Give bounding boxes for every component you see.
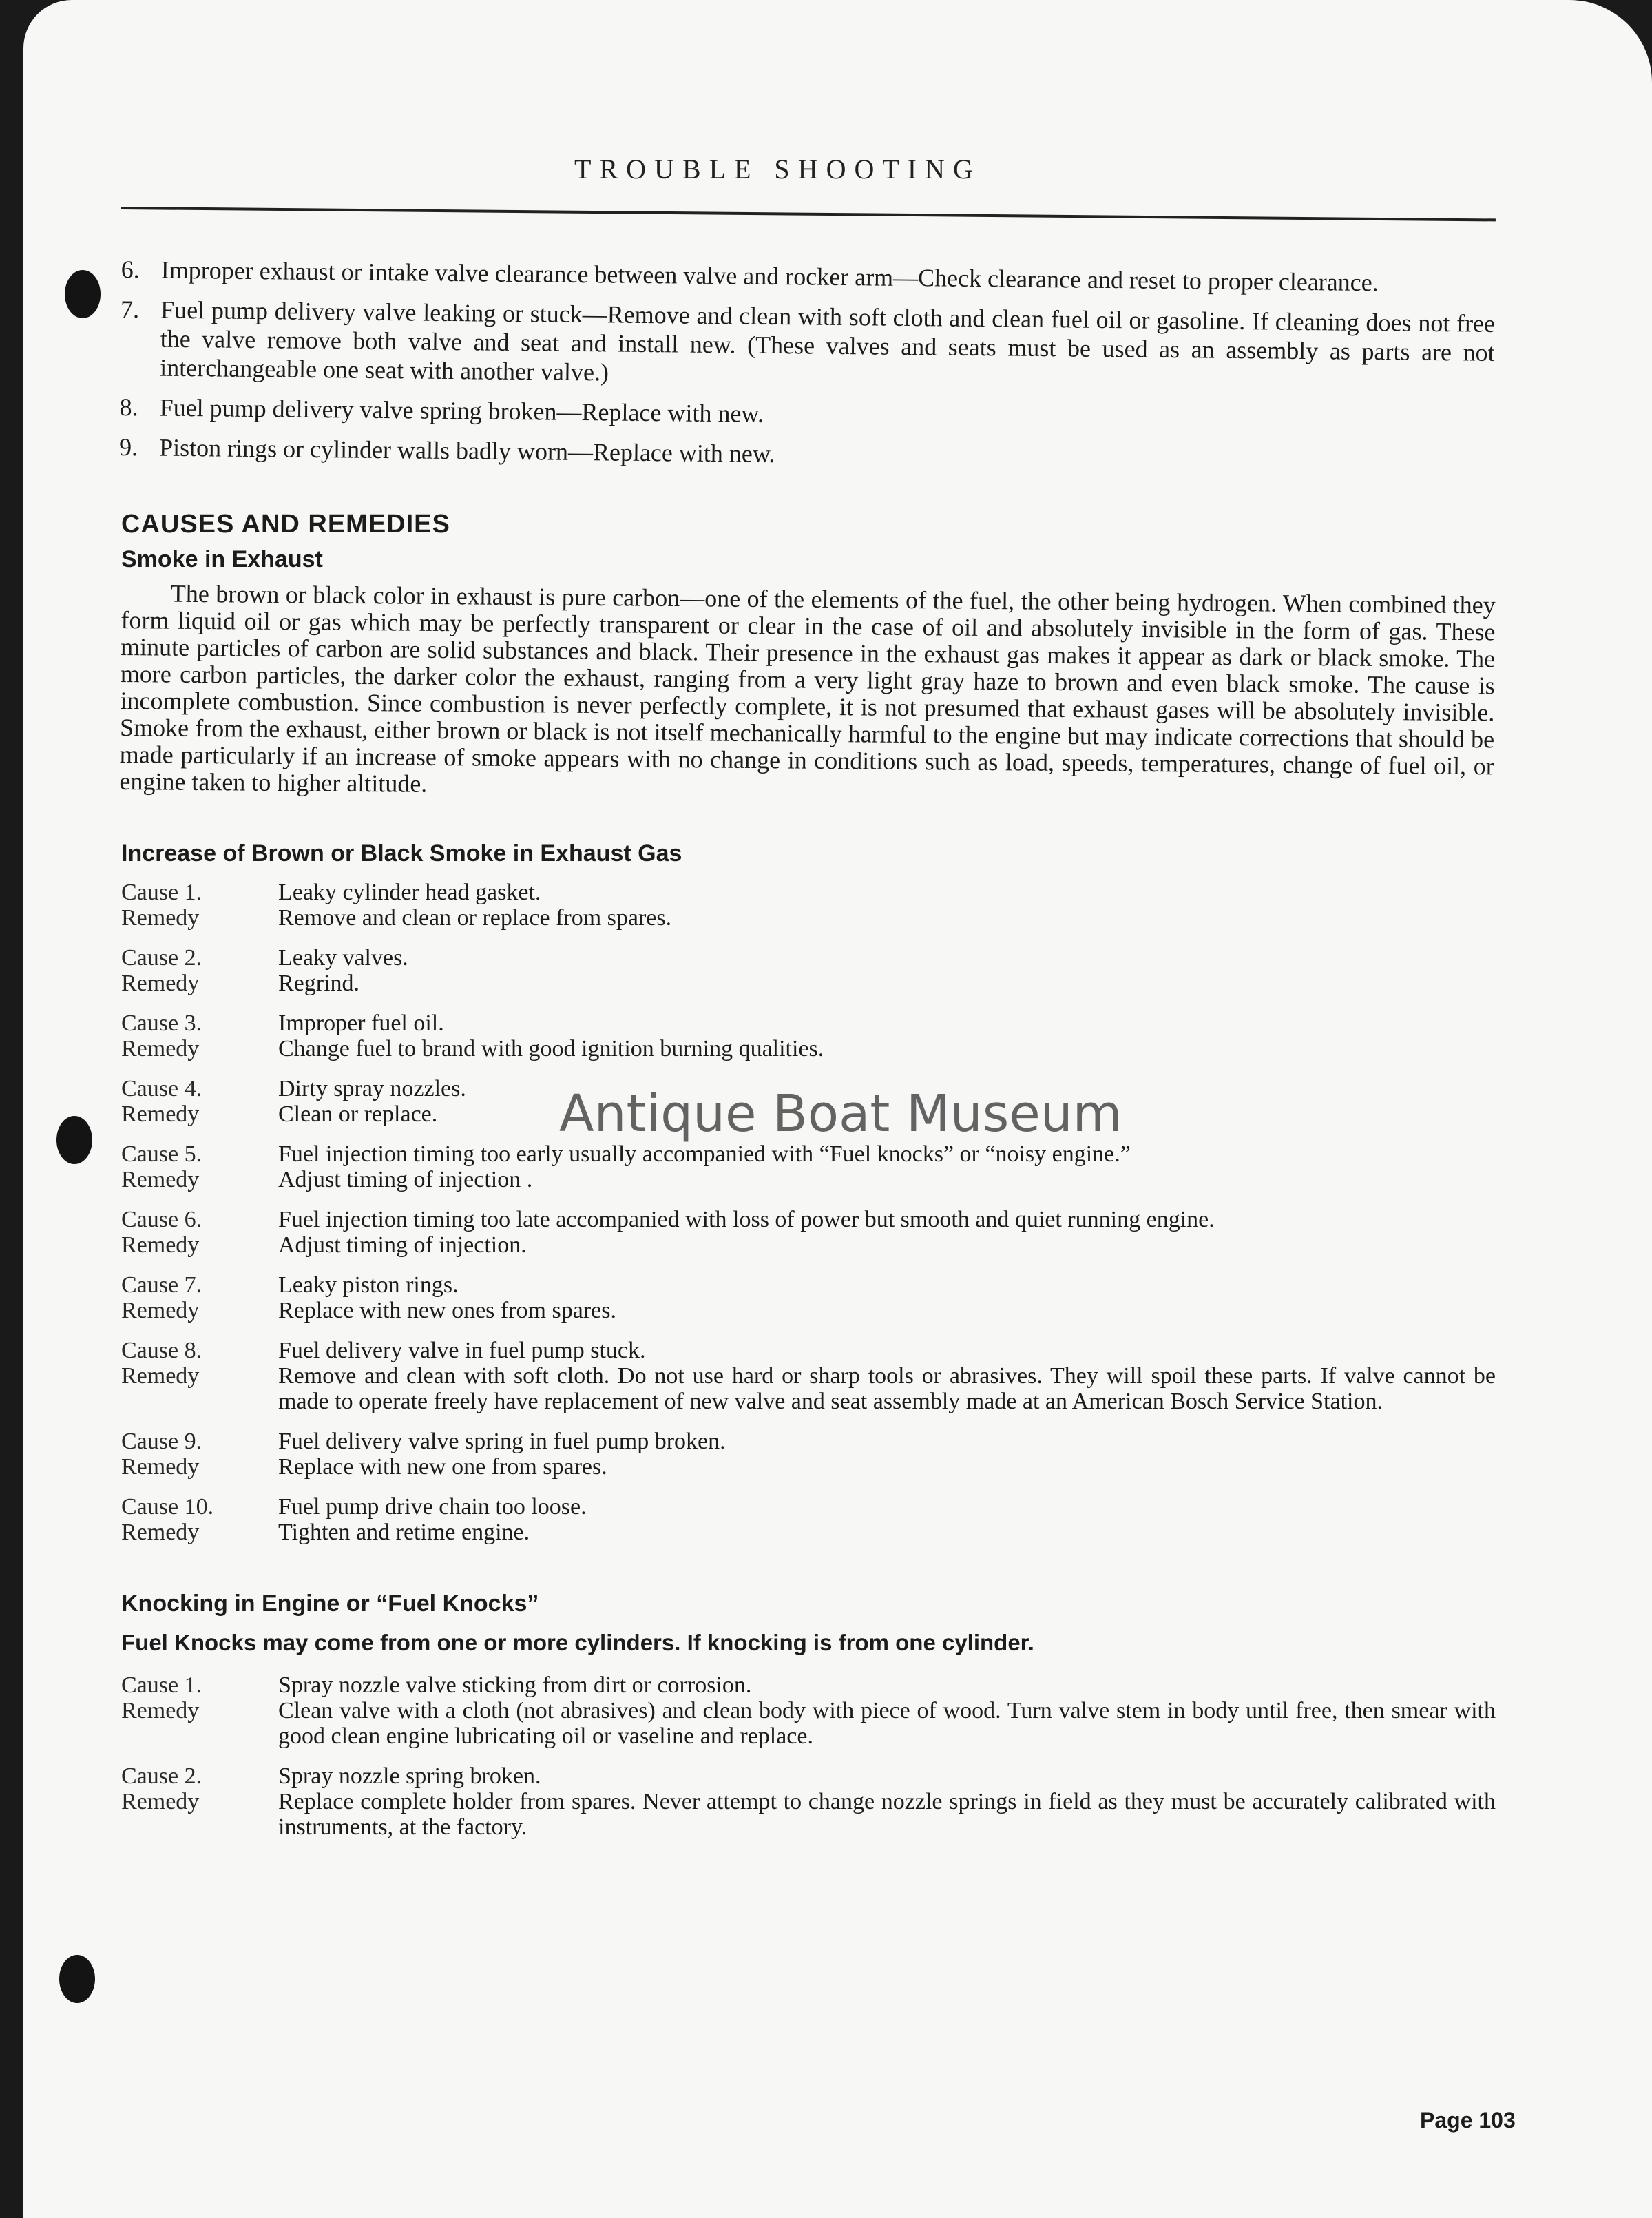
list-text: Fuel pump delivery valve spring broken—Replace with new.: [159, 393, 764, 428]
remedy-label: Remedy: [121, 1036, 200, 1061]
page-number: Page 103: [1420, 2108, 1516, 2133]
remedy-label: Remedy: [121, 1101, 200, 1127]
remedy-label: Remedy: [121, 1454, 200, 1480]
cause-label: Cause 8.: [121, 1338, 202, 1363]
cause-remedy-item: [121, 880, 1496, 931]
knocking-cause-remedy-list: [121, 1672, 1496, 1840]
cause-remedy-item: [121, 1010, 1496, 1061]
remedy-text: Clean or replace.: [278, 1101, 438, 1127]
list-number: 9.: [118, 433, 138, 462]
remedy-label: Remedy: [121, 1167, 200, 1192]
cause-remedy-list: [121, 880, 1496, 1545]
cause-text: Spray nozzle spring broken.: [278, 1763, 541, 1789]
knocking-note: Fuel Knocks may come from one or more cylinders. If knocking is from one cylinder.: [121, 1630, 1034, 1655]
page-content: [118, 255, 1496, 1854]
list-item: [121, 255, 1496, 298]
list-item: [119, 393, 1494, 436]
list-number: 7.: [120, 295, 140, 324]
cause-text: Leaky cylinder head gasket.: [278, 880, 541, 905]
cause-text: Fuel delivery valve spring in fuel pump broken.: [278, 1429, 726, 1454]
remedy-text: Remove and clean or replace from spares.: [278, 905, 672, 931]
cause-text: Fuel injection timing too early usually accompanied with “Fuel knocks” or “noisy engine.”: [278, 1141, 1131, 1167]
museum-watermark: Antique Boat Museum: [559, 1084, 1122, 1143]
cause-remedy-item: [121, 1207, 1496, 1258]
binder-hole-bottom: [59, 1955, 95, 2003]
remedy-text: Replace with new ones from spares.: [278, 1298, 616, 1323]
list-item: [120, 295, 1495, 396]
document-page: [23, 0, 1652, 2218]
cause-label: Cause 7.: [121, 1272, 202, 1298]
remedy-text: Clean valve with a cloth (not abrasives) and clean body with piece of wood. Turn valve stem in body until free, then smear with good clean engine lubricating oil or vaseline and replace.: [278, 1698, 1496, 1749]
section-subtitle: Smoke in Exhaust: [121, 546, 323, 572]
cause-remedy-item: [121, 1272, 1496, 1323]
remedy-label: Remedy: [121, 1232, 200, 1258]
cause-label: Cause 1.: [121, 1672, 202, 1698]
list-item: [119, 433, 1494, 476]
cause-text: Dirty spray nozzles.: [278, 1076, 466, 1101]
cause-remedy-item: [121, 1672, 1496, 1749]
binder-hole-top: [65, 270, 101, 318]
list-text: Piston rings or cylinder walls badly worn—Replace with new.: [158, 433, 775, 468]
remedy-text: Adjust timing of injection .: [278, 1167, 533, 1192]
binder-hole-middle: [56, 1116, 92, 1164]
remedy-label: Remedy: [121, 1789, 200, 1814]
cause-label: Cause 6.: [121, 1207, 202, 1232]
cause-label: Cause 4.: [121, 1076, 202, 1101]
cause-text: Fuel injection timing too late accompanied with loss of power but smooth and quiet running engine.: [278, 1207, 1215, 1232]
cause-text: Leaky valves.: [278, 945, 408, 971]
cause-label: Cause 10.: [121, 1494, 214, 1520]
cause-remedy-item: [121, 1763, 1496, 1840]
cause-text: Improper fuel oil.: [278, 1010, 444, 1036]
remedy-text: Replace complete holder from spares. Never attempt to change nozzle springs in field as they must be accurately calibrated with instruments, at the factory.: [278, 1789, 1496, 1840]
remedy-text: Tighten and retime engine.: [278, 1520, 530, 1545]
header-rule: [121, 207, 1496, 221]
remedy-text: Adjust timing of injection.: [278, 1232, 527, 1258]
black-smoke-heading: Increase of Brown or Black Smoke in Exhaust Gas: [121, 840, 682, 867]
cause-remedy-item: [121, 1338, 1496, 1414]
remedy-text: Change fuel to brand with good ignition burning qualities.: [278, 1036, 824, 1061]
cause-label: Cause 3.: [121, 1010, 202, 1036]
cause-label: Cause 2.: [121, 945, 202, 971]
section-title: CAUSES AND REMEDIES: [121, 510, 450, 539]
body-paragraph: The brown or black color in exhaust is pure carbon—one of the elements of the fuel, the other being hydrogen. When combined they form liquid oil or gas which may be perfectly transparent or clear in the case of oil and absolutely invisible in the form of gas. These minute particles of carbon are solid substances and black. Their presence in the exhaust gas makes it appear as dark or black smoke. The more carbon particles, the darker color the exhaust, ranging from a very light gray haze to brown and even black smoke. The cause is incomplete combustion. Since combustion is never perfectly complete, it is not presumed that exhaust gases will be absolutely invisible. Smoke from the exhaust, either brown or black is not itself mechanically harmful to the engine but may indicate corrections that should be made particularly if an increase of smoke appears with no change in conditions such as load, speeds, temperatures, change of fuel oil, or engine taken to higher altitude.: [119, 579, 1496, 798]
remedy-label: Remedy: [121, 1363, 200, 1389]
list-number: 6.: [121, 255, 140, 284]
cause-label: Cause 5.: [121, 1141, 202, 1167]
running-title: TROUBLE SHOOTING: [574, 154, 981, 185]
knocking-heading: Knocking in Engine or “Fuel Knocks”: [121, 1590, 539, 1617]
remedy-label: Remedy: [121, 905, 200, 931]
list-text: Improper exhaust or intake valve clearance between valve and rocker arm—Check clearance and reset to proper clearance.: [160, 256, 1379, 297]
cause-remedy-item: [121, 1141, 1496, 1192]
remedy-label: Remedy: [121, 1698, 200, 1723]
remedy-text: Replace with new one from spares.: [278, 1454, 607, 1480]
cause-remedy-item: [121, 1429, 1496, 1480]
remedy-text: Remove and clean with soft cloth. Do not use hard or sharp tools or abrasives. They will spoil these parts. If valve cannot be made to operate freely have replacement of new valve and seat assembly made at an American Bosch Service Station.: [278, 1363, 1496, 1414]
cause-text: Spray nozzle valve sticking from dirt or corrosion.: [278, 1672, 752, 1698]
cause-remedy-item: [121, 1494, 1496, 1545]
remedy-text: Regrind.: [278, 971, 360, 996]
cause-label: Cause 1.: [121, 880, 202, 905]
cause-text: Fuel pump drive chain too loose.: [278, 1494, 587, 1520]
cause-text: Leaky piston rings.: [278, 1272, 459, 1298]
numbered-list: [119, 255, 1496, 476]
remedy-label: Remedy: [121, 1298, 200, 1323]
cause-remedy-item: [121, 945, 1496, 996]
cause-label: Cause 9.: [121, 1429, 202, 1454]
cause-label: Cause 2.: [121, 1763, 202, 1789]
remedy-label: Remedy: [121, 1520, 200, 1545]
list-text: Fuel pump delivery valve leaking or stuck—Remove and clean with soft cloth and clean fuel oil or gasoline. If cleaning does not free the valve remove both valve and seat and install new. (These valves and seats must be used as an assembly as parts are not interchangeable one seat with another valve.): [160, 296, 1496, 386]
remedy-label: Remedy: [121, 971, 200, 996]
list-number: 8.: [119, 393, 138, 422]
cause-text: Fuel delivery valve in fuel pump stuck.: [278, 1338, 646, 1363]
